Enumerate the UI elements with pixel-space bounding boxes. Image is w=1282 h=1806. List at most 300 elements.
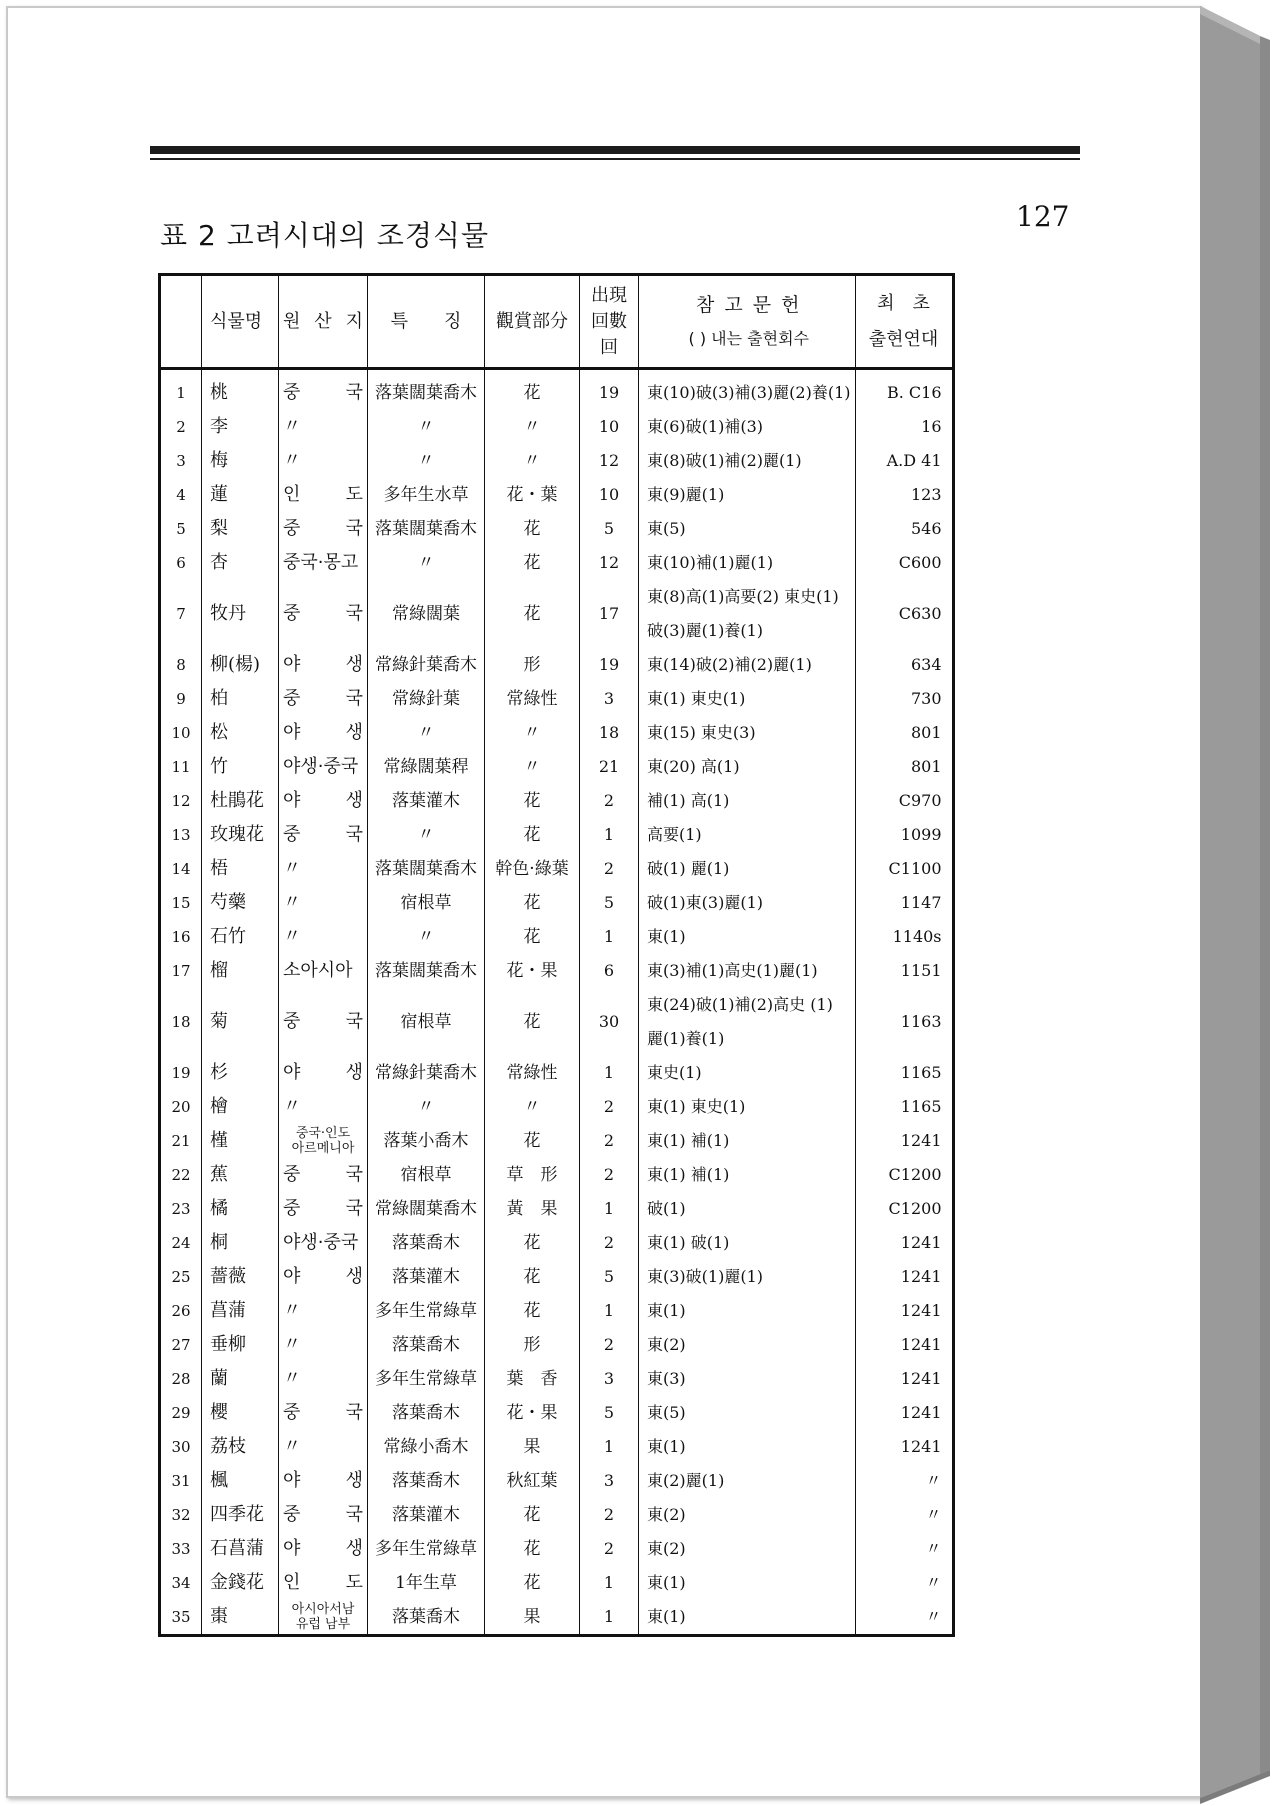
cell-year: C1200	[855, 1158, 953, 1192]
cell-year: 123	[855, 478, 953, 512]
cell-feature: 〃	[368, 546, 485, 580]
cell-reference: 東(1) 補(1)	[639, 1158, 856, 1192]
cell-plant-name: 楓	[202, 1464, 279, 1498]
cell-origin: 야 생	[279, 784, 368, 818]
cell-plant-name: 梨	[202, 512, 279, 546]
cell-year: 1241	[855, 1396, 953, 1430]
cell-feature: 〃	[368, 410, 485, 444]
table-row	[160, 886, 954, 920]
table-row	[160, 1158, 954, 1192]
cell-reference: 東(2)	[639, 1498, 856, 1532]
cell-year: 546	[855, 512, 953, 546]
cell-count: 2	[580, 1226, 639, 1260]
cell-feature: 落葉喬木	[368, 1396, 485, 1430]
cell-feature: 常綠小喬木	[368, 1430, 485, 1464]
cell-reference: 東(10)破(3)補(3)麗(2)養(1)	[639, 369, 856, 411]
cell-plant-name: 梅	[202, 444, 279, 478]
cell-feature: 〃	[368, 444, 485, 478]
cell-feature: 〃	[368, 1090, 485, 1124]
cell-part: 花・果	[485, 954, 580, 988]
header-year	[855, 275, 953, 369]
cell-origin: 야생·중국	[279, 1226, 368, 1260]
cell-reference: 高要(1)	[639, 818, 856, 852]
cell-no: 2	[160, 410, 202, 444]
cell-origin: 중국·인도 아르메니아	[279, 1124, 368, 1158]
cell-no: 19	[160, 1056, 202, 1090]
cell-feature: 常綠闊葉喬木	[368, 1192, 485, 1226]
cell-no: 3	[160, 444, 202, 478]
cell-reference: 東(2)	[639, 1532, 856, 1566]
cell-reference: 東(20) 高(1)	[639, 750, 856, 784]
cell-plant-name: 荔枝	[202, 1430, 279, 1464]
cell-no: 12	[160, 784, 202, 818]
table-row	[160, 954, 954, 988]
header-row	[160, 275, 954, 369]
cell-no: 21	[160, 1124, 202, 1158]
cell-feature: 宿根草	[368, 1158, 485, 1192]
cell-reference: 東(5)	[639, 1396, 856, 1430]
cell-count: 6	[580, 954, 639, 988]
cell-plant-name: 桐	[202, 1226, 279, 1260]
table-row	[160, 852, 954, 886]
cell-reference: 東(1) 東史(1)	[639, 682, 856, 716]
cell-count: 21	[580, 750, 639, 784]
header-year-line1: 최 초	[877, 292, 930, 314]
cell-part: 花	[485, 1532, 580, 1566]
cell-count: 2	[580, 1532, 639, 1566]
cell-part: 花	[485, 988, 580, 1056]
cell-origin: 야 생	[279, 1056, 368, 1090]
cell-no: 30	[160, 1430, 202, 1464]
cell-plant-name: 石菖蒲	[202, 1532, 279, 1566]
cell-reference: 東(1) 東史(1)	[639, 1090, 856, 1124]
cell-origin: 〃	[279, 1430, 368, 1464]
cell-plant-name: 垂柳	[202, 1328, 279, 1362]
cell-part: 花	[485, 1226, 580, 1260]
cell-part: 花	[485, 886, 580, 920]
cell-feature: 落葉喬木	[368, 1226, 485, 1260]
table-row	[160, 716, 954, 750]
cell-part: 花	[485, 818, 580, 852]
cell-no: 23	[160, 1192, 202, 1226]
cell-plant-name: 四季花	[202, 1498, 279, 1532]
cell-reference: 東(9)麗(1)	[639, 478, 856, 512]
table-row	[160, 920, 954, 954]
cell-count: 30	[580, 988, 639, 1056]
cell-feature: 落葉灌木	[368, 784, 485, 818]
cell-feature: 宿根草	[368, 988, 485, 1056]
cell-origin: 〃	[279, 1090, 368, 1124]
cell-part: 花	[485, 1498, 580, 1532]
cell-plant-name: 杜鵑花	[202, 784, 279, 818]
cell-count: 1	[580, 1056, 639, 1090]
table-row	[160, 410, 954, 444]
cell-plant-name: 松	[202, 716, 279, 750]
cell-reference: 東(3)補(1)高史(1)麗(1)	[639, 954, 856, 988]
cell-feature: 落葉小喬木	[368, 1124, 485, 1158]
cell-plant-name: 柏	[202, 682, 279, 716]
cell-part: 形	[485, 648, 580, 682]
cell-count: 1	[580, 1430, 639, 1464]
cell-part: 花	[485, 580, 580, 648]
cell-part: 花・葉	[485, 478, 580, 512]
cell-plant-name: 桃	[202, 369, 279, 411]
cell-no: 10	[160, 716, 202, 750]
cell-no: 9	[160, 682, 202, 716]
table-row	[160, 478, 954, 512]
cell-origin: 중 국	[279, 1498, 368, 1532]
header-no	[160, 275, 202, 369]
table-row	[160, 784, 954, 818]
cell-no: 22	[160, 1158, 202, 1192]
header-name: 식물명	[202, 275, 279, 369]
cell-count: 2	[580, 1498, 639, 1532]
table-row	[160, 1532, 954, 1566]
cell-year: 〃	[855, 1532, 953, 1566]
table-row	[160, 682, 954, 716]
cell-part: 葉 香	[485, 1362, 580, 1396]
cell-no: 34	[160, 1566, 202, 1600]
cell-no: 1	[160, 369, 202, 411]
cell-year: C970	[855, 784, 953, 818]
cell-origin: 야 생	[279, 716, 368, 750]
cell-count: 1	[580, 1294, 639, 1328]
cell-no: 18	[160, 988, 202, 1056]
cell-no: 6	[160, 546, 202, 580]
cell-count: 19	[580, 369, 639, 411]
cell-origin: 소아시아	[279, 954, 368, 988]
cell-count: 3	[580, 1464, 639, 1498]
cell-plant-name: 梧	[202, 852, 279, 886]
cell-count: 1	[580, 1600, 639, 1636]
cell-origin: 야생·중국	[279, 750, 368, 784]
cell-reference: 東(1)	[639, 1294, 856, 1328]
cell-count: 5	[580, 512, 639, 546]
cell-count: 3	[580, 1362, 639, 1396]
page-edge	[1200, 0, 1282, 1806]
cell-plant-name: 蕉	[202, 1158, 279, 1192]
cell-year: 1241	[855, 1430, 953, 1464]
header-ref	[639, 275, 856, 369]
cell-origin: 아시아서남 유럽 남부	[279, 1600, 368, 1636]
cell-part: 形	[485, 1328, 580, 1362]
cell-count: 12	[580, 444, 639, 478]
cell-reference: 東(6)破(1)補(3)	[639, 410, 856, 444]
cell-no: 24	[160, 1226, 202, 1260]
cell-count: 19	[580, 648, 639, 682]
cell-origin: 중 국	[279, 818, 368, 852]
cell-origin: 중 국	[279, 580, 368, 648]
cell-count: 1	[580, 1566, 639, 1600]
cell-no: 7	[160, 580, 202, 648]
cell-reference: 東(1)	[639, 1566, 856, 1600]
cell-part: 草 形	[485, 1158, 580, 1192]
cell-reference: 東史(1)	[639, 1056, 856, 1090]
cell-no: 15	[160, 886, 202, 920]
cell-count: 2	[580, 1158, 639, 1192]
cell-no: 20	[160, 1090, 202, 1124]
table-row	[160, 1090, 954, 1124]
cell-feature: 常綠針葉喬木	[368, 1056, 485, 1090]
header-rule-thin	[150, 158, 1080, 160]
cell-no: 29	[160, 1396, 202, 1430]
cell-no: 4	[160, 478, 202, 512]
cell-part: 花	[485, 512, 580, 546]
cell-reference: 破(1) 麗(1)	[639, 852, 856, 886]
table-row	[160, 580, 954, 648]
cell-plant-name: 櫻	[202, 1396, 279, 1430]
table-row	[160, 1362, 954, 1396]
cell-part: 花	[485, 920, 580, 954]
cell-no: 31	[160, 1464, 202, 1498]
cell-year: 1163	[855, 988, 953, 1056]
cell-plant-name: 石竹	[202, 920, 279, 954]
cell-part: 〃	[485, 444, 580, 478]
cell-feature: 常綠闊葉	[368, 580, 485, 648]
cell-origin: 중 국	[279, 1158, 368, 1192]
cell-no: 35	[160, 1600, 202, 1636]
cell-no: 5	[160, 512, 202, 546]
cell-origin: 〃	[279, 1328, 368, 1362]
cell-no: 25	[160, 1260, 202, 1294]
cell-part: 幹色·綠葉	[485, 852, 580, 886]
cell-origin: 인 도	[279, 478, 368, 512]
table-row	[160, 1498, 954, 1532]
header-count-line2: 回數	[591, 310, 627, 332]
cell-plant-name: 金錢花	[202, 1566, 279, 1600]
cell-part: 〃	[485, 1090, 580, 1124]
cell-part: 〃	[485, 716, 580, 750]
cell-no: 33	[160, 1532, 202, 1566]
cell-feature: 落葉灌木	[368, 1260, 485, 1294]
cell-reference: 東(24)破(1)補(2)高史 (1) 麗(1)養(1)	[639, 988, 856, 1056]
table-row	[160, 1124, 954, 1158]
cell-feature: 落葉喬木	[368, 1328, 485, 1362]
cell-count: 1	[580, 920, 639, 954]
cell-origin: 중 국	[279, 682, 368, 716]
header-feature: 특 징	[368, 275, 485, 369]
cell-origin: 〃	[279, 1362, 368, 1396]
cell-year: 〃	[855, 1498, 953, 1532]
table-row	[160, 750, 954, 784]
header-part: 觀賞部分	[485, 275, 580, 369]
cell-year: 1241	[855, 1362, 953, 1396]
cell-feature: 常綠針葉喬木	[368, 648, 485, 682]
cell-plant-name: 玫瑰花	[202, 818, 279, 852]
cell-feature: 宿根草	[368, 886, 485, 920]
cell-year: 1140s	[855, 920, 953, 954]
cell-no: 26	[160, 1294, 202, 1328]
cell-no: 8	[160, 648, 202, 682]
cell-part: 花・果	[485, 1396, 580, 1430]
cell-plant-name: 菊	[202, 988, 279, 1056]
cell-reference: 東(3)	[639, 1362, 856, 1396]
cell-origin: 야 생	[279, 1464, 368, 1498]
cell-reference: 破(1)	[639, 1192, 856, 1226]
cell-feature: 落葉喬木	[368, 1464, 485, 1498]
table-row	[160, 1056, 954, 1090]
cell-part: 花	[485, 784, 580, 818]
cell-year: 1099	[855, 818, 953, 852]
cell-year: 〃	[855, 1464, 953, 1498]
header-count-line3: 回	[600, 336, 618, 358]
cell-year: 1241	[855, 1294, 953, 1328]
cell-year: 634	[855, 648, 953, 682]
header-rule-thick	[150, 146, 1080, 154]
cell-year: 16	[855, 410, 953, 444]
cell-year: 1165	[855, 1056, 953, 1090]
cell-no: 17	[160, 954, 202, 988]
cell-year: 1147	[855, 886, 953, 920]
cell-plant-name: 竹	[202, 750, 279, 784]
cell-plant-name: 柳(楊)	[202, 648, 279, 682]
cell-reference: 東(1)	[639, 1600, 856, 1636]
cell-part: 花	[485, 1124, 580, 1158]
cell-plant-name: 菖蒲	[202, 1294, 279, 1328]
cell-plant-name: 棗	[202, 1600, 279, 1636]
cell-origin: 중국·몽고	[279, 546, 368, 580]
cell-reference: 東(1)	[639, 920, 856, 954]
table-row	[160, 444, 954, 478]
cell-reference: 東(8)破(1)補(2)麗(1)	[639, 444, 856, 478]
cell-origin: 중 국	[279, 512, 368, 546]
cell-reference: 東(15) 東史(3)	[639, 716, 856, 750]
cell-reference: 東(2)麗(1)	[639, 1464, 856, 1498]
cell-part: 黃 果	[485, 1192, 580, 1226]
table-row	[160, 1226, 954, 1260]
cell-reference: 東(2)	[639, 1328, 856, 1362]
table-row	[160, 546, 954, 580]
table-title: 표 2 고려시대의 조경식물	[160, 219, 489, 252]
header-count	[580, 275, 639, 369]
cell-reference: 東(1) 補(1)	[639, 1124, 856, 1158]
cell-feature: 1年生草	[368, 1566, 485, 1600]
cell-plant-name: 蓮	[202, 478, 279, 512]
cell-origin: 중 국	[279, 1396, 368, 1430]
cell-no: 27	[160, 1328, 202, 1362]
cell-year: 1241	[855, 1124, 953, 1158]
cell-reference: 破(1)東(3)麗(1)	[639, 886, 856, 920]
cell-part: 常綠性	[485, 682, 580, 716]
cell-feature: 落葉灌木	[368, 1498, 485, 1532]
cell-feature: 落葉闊葉喬木	[368, 954, 485, 988]
cell-count: 3	[580, 682, 639, 716]
cell-no: 11	[160, 750, 202, 784]
cell-feature: 多年生水草	[368, 478, 485, 512]
cell-part: 〃	[485, 410, 580, 444]
cell-year: 1151	[855, 954, 953, 988]
cell-feature: 多年生常綠草	[368, 1294, 485, 1328]
table-row	[160, 1396, 954, 1430]
cell-feature: 落葉闊葉喬木	[368, 512, 485, 546]
cell-part: 花	[485, 1294, 580, 1328]
cell-part: 秋紅葉	[485, 1464, 580, 1498]
cell-feature: 多年生常綠草	[368, 1362, 485, 1396]
table-row	[160, 648, 954, 682]
cell-no: 16	[160, 920, 202, 954]
cell-part: 花	[485, 369, 580, 411]
cell-count: 2	[580, 1090, 639, 1124]
cell-year: C630	[855, 580, 953, 648]
cell-feature: 落葉闊葉喬木	[368, 369, 485, 411]
cell-count: 2	[580, 1124, 639, 1158]
cell-count: 1	[580, 1192, 639, 1226]
cell-year: A.D 41	[855, 444, 953, 478]
cell-part: 〃	[485, 750, 580, 784]
cell-feature: 落葉闊葉喬木	[368, 852, 485, 886]
cell-count: 10	[580, 478, 639, 512]
cell-part: 常綠性	[485, 1056, 580, 1090]
table-row	[160, 512, 954, 546]
cell-feature: 多年生常綠草	[368, 1532, 485, 1566]
cell-year: C1100	[855, 852, 953, 886]
cell-reference: 東(10)補(1)麗(1)	[639, 546, 856, 580]
cell-reference: 東(14)破(2)補(2)麗(1)	[639, 648, 856, 682]
page-number: 127	[1016, 200, 1070, 233]
cell-origin: 야 생	[279, 1532, 368, 1566]
cell-year: 〃	[855, 1566, 953, 1600]
table-body	[160, 369, 954, 1636]
table-row	[160, 1430, 954, 1464]
header-count-line1: 出現	[591, 284, 627, 306]
cell-plant-name: 李	[202, 410, 279, 444]
cell-reference: 東(3)破(1)麗(1)	[639, 1260, 856, 1294]
table-row	[160, 988, 954, 1056]
cell-plant-name: 薔薇	[202, 1260, 279, 1294]
cell-count: 5	[580, 886, 639, 920]
table-row	[160, 369, 954, 411]
cell-count: 2	[580, 1328, 639, 1362]
cell-plant-name: 橘	[202, 1192, 279, 1226]
cell-year: 1165	[855, 1090, 953, 1124]
cell-reference: 東(5)	[639, 512, 856, 546]
cell-plant-name: 檜	[202, 1090, 279, 1124]
cell-feature: 〃	[368, 920, 485, 954]
cell-count: 2	[580, 784, 639, 818]
cell-part: 花	[485, 546, 580, 580]
plant-table	[158, 273, 955, 1637]
cell-year: 1241	[855, 1328, 953, 1362]
cell-origin: 중 국	[279, 988, 368, 1056]
cell-origin: 〃	[279, 852, 368, 886]
cell-plant-name: 蘭	[202, 1362, 279, 1396]
cell-part: 果	[485, 1600, 580, 1636]
cell-year: B. C16	[855, 369, 953, 411]
cell-feature: 落葉喬木	[368, 1600, 485, 1636]
cell-year: 〃	[855, 1600, 953, 1636]
header-ref-line1: 참 고 문 헌	[695, 293, 802, 316]
cell-part: 花	[485, 1260, 580, 1294]
cell-origin: 중 국	[279, 369, 368, 411]
cell-feature: 常綠闊葉稈	[368, 750, 485, 784]
header-year-line2: 출현연대	[868, 328, 939, 350]
cell-part: 花	[485, 1566, 580, 1600]
cell-origin: 인 도	[279, 1566, 368, 1600]
cell-reference: 東(1)	[639, 1430, 856, 1464]
cell-year: 801	[855, 716, 953, 750]
cell-reference: 東(1) 破(1)	[639, 1226, 856, 1260]
cell-origin: 야 생	[279, 648, 368, 682]
cell-origin: 중 국	[279, 1192, 368, 1226]
table-row	[160, 1464, 954, 1498]
cell-count: 12	[580, 546, 639, 580]
header-ref-line2: ( ) 내는 출현회수	[688, 328, 809, 348]
header-origin: 원 산 지	[279, 275, 368, 369]
cell-no: 13	[160, 818, 202, 852]
cell-count: 10	[580, 410, 639, 444]
cell-no: 32	[160, 1498, 202, 1532]
cell-count: 17	[580, 580, 639, 648]
